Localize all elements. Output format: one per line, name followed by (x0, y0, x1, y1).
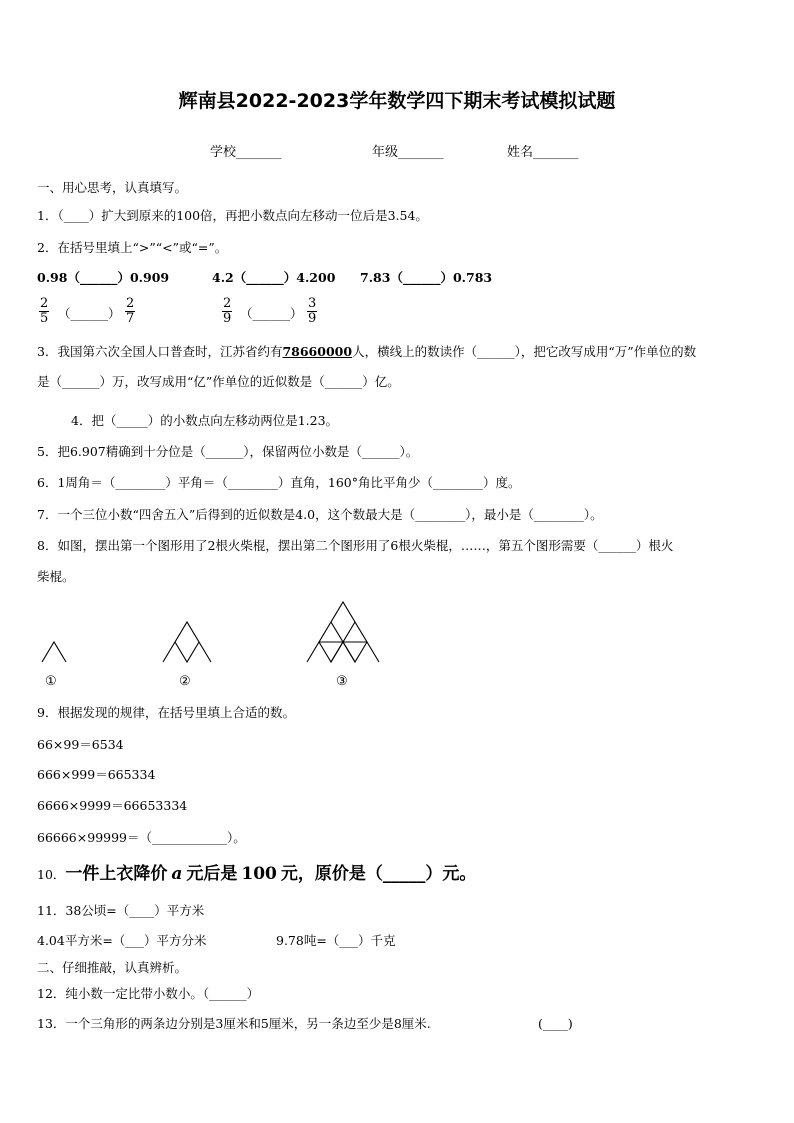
q11-part-a: 4.04平方米=（___）平方分米 (37, 933, 207, 948)
figure-3-label: ③ (336, 674, 348, 689)
q2-compare-b: 4.2（______）4.200 (212, 270, 336, 285)
q9-equation-4: 66666×99999＝（____________）。 (37, 830, 246, 845)
name-field: 姓名_______ (507, 145, 579, 160)
q2-compare-c: 7.83（______）0.783 (360, 270, 493, 285)
denominator: 9 (308, 311, 317, 326)
question-9: 9．根据发现的规律，在括号里填上合适的数。 (37, 705, 295, 720)
q13-blank: (____) (538, 1016, 573, 1031)
fraction-2-5 (39, 297, 49, 326)
q10-text-2: 元后是 (186, 864, 238, 884)
q10-variable: a (171, 864, 183, 884)
fraction-2-7 (125, 297, 135, 326)
figure-2 (163, 622, 211, 662)
denominator: 9 (223, 311, 232, 326)
grade-field: 年级_______ (372, 145, 444, 160)
page-title: 辉南县2022-2023学年数学四下期末考试模拟试题 (178, 90, 616, 112)
q2-blank-2: （______） (240, 306, 303, 321)
question-1: 1．（____）扩大到原来的100倍，再把小数点向左移动一位后是3.54。 (37, 208, 428, 223)
q3-suffix: 人，横线上的数读作（______），把它改写成用“万”作单位的数 (352, 344, 697, 359)
figure-3 (307, 602, 379, 662)
denominator: 7 (126, 311, 135, 326)
figure-1 (42, 642, 66, 662)
question-7: 7．一个三位小数“四舍五入”后得到的近似数是4.0，这个数最大是（________），最小是（________）。 (37, 507, 603, 522)
school-field: 学校_______ (210, 145, 282, 160)
question-3-line-2: 是（______）万，改写成用“亿”作单位的近似数是（______）亿。 (37, 374, 400, 389)
q11-part-b: 9.78吨=（___）千克 (276, 933, 396, 948)
q10-text-3: 元，原价是（_____）元。 (280, 864, 477, 884)
section-1-heading: 一、用心思考，认真填写。 (37, 180, 188, 195)
question-4: 4．把（_____）的小数点向左移动两位是1.23。 (71, 413, 339, 428)
question-3-line-1 (37, 344, 696, 360)
question-8-line-1: 8．如图，摆出第一个图形用了2根火柴棍，摆出第二个图形用了6根火柴棍，……，第五个图形需要（______）根火 (37, 538, 674, 553)
q10-value: 100 (241, 864, 277, 884)
numerator: 3 (308, 296, 317, 311)
q9-equation-1: 66×99＝6534 (37, 737, 124, 752)
q2-compare-a: 0.98（______）0.909 (37, 270, 170, 285)
section-2-heading: 二、仔细推敲，认真辨析。 (37, 960, 188, 975)
q9-equation-2: 666×999＝665334 (37, 767, 156, 782)
figure-1-label: ① (45, 674, 57, 689)
question-2: 2．在括号里填上“>”“<”或“=”。 (37, 240, 228, 255)
question-8-line-2: 柴棍。 (37, 569, 75, 584)
q3-population-number: 78660000 (282, 344, 353, 359)
q2-blank-1: （______） (58, 306, 121, 321)
numerator: 2 (223, 296, 232, 311)
numerator: 2 (40, 296, 49, 311)
question-13: 13．一个三角形的两条边分别是3厘米和5厘米，另一条边至少是8厘米. (37, 1016, 431, 1031)
q3-prefix: 3．我国第六次全国人口普查时，江苏省约有 (37, 344, 283, 359)
question-12: 12．纯小数一定比带小数小。（______） (37, 986, 260, 1001)
matchstick-figures (0, 595, 794, 670)
question-10 (37, 864, 476, 885)
figure-2-label: ② (179, 674, 191, 689)
q10-text-1: 一件上衣降价 (65, 864, 168, 884)
fraction-2-9 (222, 297, 232, 326)
q10-number: 10． (37, 867, 66, 882)
numerator: 2 (126, 296, 135, 311)
question-5: 5．把6.907精确到十分位是（______），保留两位小数是（______）。 (37, 444, 419, 459)
fraction-3-9 (307, 297, 317, 326)
question-6: 6．1周角＝（________）平角＝（________）直角，160°角比平角少（________）度。 (37, 475, 521, 490)
question-11: 11．38公顷=（____）平方米 (37, 903, 205, 918)
denominator: 5 (40, 311, 49, 326)
q9-equation-3: 6666×9999＝66653334 (37, 798, 188, 813)
